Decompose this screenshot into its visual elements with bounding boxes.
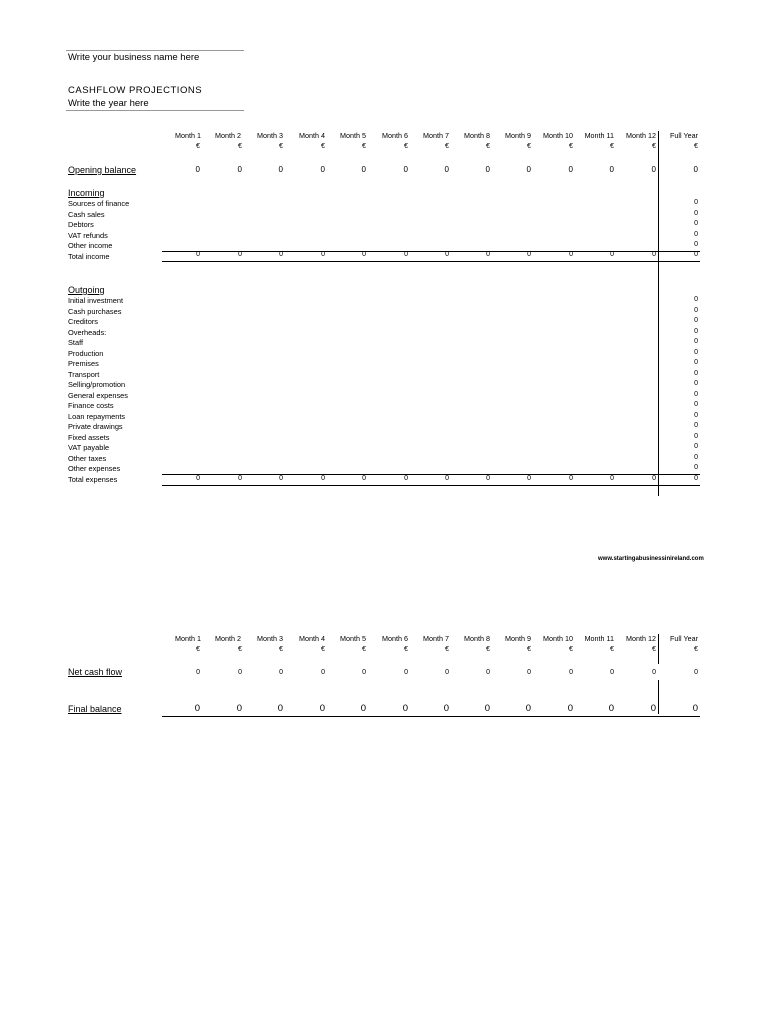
total-expenses-label: Total expenses (68, 475, 118, 484)
final-balance-value-8[interactable]: 0 (484, 703, 490, 714)
total-income-value-12[interactable]: 0 (652, 251, 656, 258)
outgoing-item-label: Overheads: (68, 327, 107, 337)
outgoing-item-label: Other expenses (68, 464, 121, 473)
bottom-currency-11: € (610, 644, 614, 653)
incoming-item-label: Cash sales (68, 209, 105, 219)
business-name-top-rule (66, 50, 244, 51)
total-expenses-value-1[interactable]: 0 (196, 475, 200, 482)
top-currency-1: € (196, 141, 200, 150)
top-col-header-9: Month 9 (505, 131, 531, 140)
final-balance-value-12[interactable]: 0 (650, 703, 656, 714)
bottom-col-header-13: Full Year (670, 634, 698, 643)
final-balance-value-9[interactable]: 0 (525, 703, 531, 714)
net-cash-flow-value-4[interactable]: 0 (321, 669, 325, 676)
top-currency-4: € (321, 141, 325, 150)
outgoing-item-label: Staff (68, 338, 84, 347)
final-balance-value-13[interactable]: 0 (692, 703, 698, 714)
outgoing-item-total[interactable]: 0 (694, 306, 698, 314)
bottom-col-header-4: Month 4 (299, 634, 325, 643)
outgoing-item-label: Other taxes (68, 453, 107, 463)
bottom-currency-1: € (196, 644, 200, 653)
net-cash-flow-value-7[interactable]: 0 (445, 669, 449, 676)
summary-divider-bottom (658, 680, 659, 714)
net-cash-flow-value-10[interactable]: 0 (569, 669, 573, 676)
year-underline (66, 110, 244, 111)
final-balance-value-10[interactable]: 0 (567, 703, 573, 714)
summary-divider-top (658, 634, 659, 664)
bottom-currency-5: € (362, 644, 366, 653)
top-currency-3: € (279, 141, 283, 150)
outgoing-item-total[interactable]: 0 (694, 432, 698, 440)
final-balance-value-4[interactable]: 0 (319, 703, 325, 714)
top-currency-10: € (569, 141, 573, 150)
incoming-heading: Incoming (68, 188, 105, 198)
total-expenses-value-3[interactable]: 0 (279, 475, 283, 482)
top-col-header-2: Month 2 (215, 131, 241, 140)
net-cash-flow-value-13[interactable]: 0 (694, 669, 698, 676)
outgoing-item-total[interactable]: 0 (694, 390, 698, 398)
opening-balance-value-7[interactable]: 0 (444, 165, 449, 174)
opening-balance-value-11[interactable]: 0 (609, 165, 614, 174)
bottom-col-header-9: Month 9 (505, 634, 531, 643)
final-balance-value-3[interactable]: 0 (277, 703, 283, 714)
outgoing-item-label: Initial investment (68, 296, 124, 305)
opening-balance-value-5[interactable]: 0 (361, 165, 366, 174)
net-cash-flow-label: Net cash flow (68, 667, 123, 677)
opening-balance-value-4[interactable]: 0 (320, 165, 325, 174)
final-balance-value-7[interactable]: 0 (443, 703, 449, 714)
outgoing-item-label: Private drawings (68, 422, 123, 431)
total-expenses-value-12[interactable]: 0 (652, 475, 656, 482)
total-expenses-rule-top (162, 474, 700, 475)
top-col-header-12: Month 12 (626, 131, 656, 140)
final-balance-value-5[interactable]: 0 (360, 703, 366, 714)
top-currency-7: € (445, 141, 449, 150)
final-balance-value-1[interactable]: 0 (194, 703, 200, 714)
top-currency-13: € (694, 141, 698, 150)
bottom-currency-4: € (321, 644, 325, 653)
top-col-header-13: Full Year (670, 131, 698, 140)
total-expenses-value-8[interactable]: 0 (486, 475, 490, 482)
outgoing-item-label: Fixed assets (68, 432, 110, 442)
incoming-item-total[interactable]: 0 (694, 241, 698, 249)
outgoing-item-label: Premises (68, 359, 99, 368)
total-income-value-1[interactable]: 0 (196, 251, 200, 258)
outgoing-item-label: Creditors (68, 317, 98, 326)
opening-balance-value-9[interactable]: 0 (526, 165, 531, 174)
outgoing-item-label: Production (68, 348, 104, 358)
opening-balance-value-6[interactable]: 0 (403, 165, 408, 174)
bottom-col-header-7: Month 7 (423, 634, 449, 643)
net-cash-flow-value-1[interactable]: 0 (196, 669, 200, 676)
outgoing-item-total[interactable]: 0 (694, 338, 698, 345)
outgoing-heading: Outgoing (68, 285, 105, 295)
opening-balance-value-3[interactable]: 0 (278, 165, 283, 174)
outgoing-item-total[interactable]: 0 (694, 296, 698, 303)
bottom-currency-12: € (652, 644, 656, 653)
top-currency-12: € (652, 141, 656, 150)
net-cash-flow-value-3[interactable]: 0 (279, 669, 283, 676)
top-currency-9: € (527, 141, 531, 150)
total-expenses-value-6[interactable]: 0 (404, 475, 408, 482)
total-income-value-2[interactable]: 0 (238, 251, 242, 258)
outgoing-item-total[interactable]: 0 (694, 411, 698, 419)
top-col-header-1: Month 1 (175, 131, 201, 140)
outgoing-item-label: Loan repayments (68, 411, 126, 421)
total-expenses-value-10[interactable]: 0 (569, 475, 573, 482)
opening-balance-label: Opening balance (68, 165, 137, 175)
incoming-item-label: Debtors (68, 220, 94, 230)
bottom-col-header-8: Month 8 (464, 634, 490, 643)
total-income-value-11[interactable]: 0 (610, 251, 614, 258)
final-balance-value-6[interactable]: 0 (402, 703, 408, 714)
net-cash-flow-value-9[interactable]: 0 (527, 669, 531, 676)
top-col-header-11: Month 11 (584, 131, 614, 140)
outgoing-item-total[interactable]: 0 (694, 317, 698, 324)
total-income-value-3[interactable]: 0 (279, 251, 283, 258)
total-income-label: Total income (68, 252, 110, 261)
total-expenses-value-4[interactable]: 0 (321, 475, 325, 482)
total-income-value-8[interactable]: 0 (486, 251, 490, 258)
top-col-header-10: Month 10 (543, 131, 573, 140)
bottom-currency-9: € (527, 644, 531, 653)
outgoing-item-total[interactable]: 0 (694, 422, 698, 429)
net-cash-flow-value-5[interactable]: 0 (362, 669, 366, 676)
bottom-col-header-3: Month 3 (257, 634, 283, 643)
opening-balance-value-12[interactable]: 0 (651, 165, 656, 174)
top-col-header-3: Month 3 (257, 131, 283, 140)
bottom-currency-6: € (404, 644, 408, 653)
incoming-item-total[interactable]: 0 (694, 199, 698, 206)
bottom-currency-13: € (694, 644, 698, 653)
outgoing-item-label: General expenses (68, 390, 128, 400)
outgoing-item-label: Transport (68, 369, 100, 379)
bottom-col-header-2: Month 2 (215, 634, 241, 643)
net-cash-flow-value-8[interactable]: 0 (486, 669, 490, 676)
outgoing-item-total[interactable]: 0 (694, 401, 698, 408)
total-expenses-value-9[interactable]: 0 (527, 475, 531, 482)
top-col-header-7: Month 7 (423, 131, 449, 140)
incoming-item-total[interactable]: 0 (694, 230, 698, 238)
incoming-item-label: Other income (68, 241, 113, 251)
outgoing-item-label: VAT payable (68, 443, 110, 452)
top-currency-6: € (404, 141, 408, 150)
bottom-currency-10: € (569, 644, 573, 653)
full-year-divider (658, 131, 659, 496)
outgoing-item-total[interactable]: 0 (694, 443, 698, 450)
total-income-rule-bottom (162, 261, 700, 262)
outgoing-item-label: Selling/promotion (68, 380, 126, 389)
total-expenses-value-7[interactable]: 0 (445, 475, 449, 482)
top-col-header-5: Month 5 (340, 131, 366, 140)
outgoing-item-total[interactable]: 0 (694, 453, 698, 461)
outgoing-item-total[interactable]: 0 (694, 464, 698, 471)
incoming-item-total[interactable]: 0 (694, 209, 698, 217)
document-title: CASHFLOW PROJECTIONS (68, 85, 203, 96)
final-balance-label: Final balance (68, 704, 122, 714)
total-income-value-6[interactable]: 0 (404, 251, 408, 258)
total-income-value-13[interactable]: 0 (694, 251, 698, 258)
total-expenses-value-13[interactable]: 0 (694, 475, 698, 482)
bottom-col-header-1: Month 1 (175, 634, 201, 643)
outgoing-item-total[interactable]: 0 (694, 359, 698, 366)
bottom-currency-3: € (279, 644, 283, 653)
top-currency-8: € (486, 141, 490, 150)
outgoing-item-total[interactable]: 0 (694, 327, 698, 335)
incoming-item-label: Sources of finance (68, 199, 130, 208)
bottom-currency-8: € (486, 644, 490, 653)
net-cash-flow-value-2[interactable]: 0 (238, 669, 242, 676)
total-expenses-value-11[interactable]: 0 (610, 475, 614, 482)
outgoing-item-label: Cash purchases (68, 306, 122, 316)
incoming-item-total[interactable]: 0 (694, 220, 698, 228)
top-currency-2: € (238, 141, 242, 150)
total-income-value-10[interactable]: 0 (569, 251, 573, 258)
top-col-header-6: Month 6 (382, 131, 408, 140)
net-cash-flow-value-6[interactable]: 0 (404, 669, 408, 676)
year-field[interactable]: Write the year here (68, 98, 149, 109)
final-balance-value-11[interactable]: 0 (608, 703, 614, 714)
website-url: www.startingabusinessinireland.com (598, 556, 704, 562)
total-income-value-5[interactable]: 0 (362, 251, 366, 258)
top-col-header-4: Month 4 (299, 131, 325, 140)
opening-balance-value-10[interactable]: 0 (568, 165, 573, 174)
net-cash-flow-value-12[interactable]: 0 (652, 669, 656, 676)
outgoing-item-total[interactable]: 0 (694, 380, 698, 387)
bottom-col-header-5: Month 5 (340, 634, 366, 643)
top-col-header-8: Month 8 (464, 131, 490, 140)
bottom-col-header-11: Month 11 (584, 634, 614, 643)
business-name[interactable]: Write your business name here (68, 52, 200, 63)
total-income-value-7[interactable]: 0 (445, 251, 449, 258)
bottom-currency-7: € (445, 644, 449, 653)
total-expenses-rule-bottom (162, 485, 700, 486)
final-balance-value-2[interactable]: 0 (236, 703, 242, 714)
outgoing-item-total[interactable]: 0 (694, 348, 698, 356)
incoming-item-label: VAT refunds (68, 230, 108, 240)
total-expenses-value-2[interactable]: 0 (238, 475, 242, 482)
bottom-col-header-6: Month 6 (382, 634, 408, 643)
total-income-value-9[interactable]: 0 (527, 251, 531, 258)
net-cash-flow-value-11[interactable]: 0 (610, 669, 614, 676)
opening-balance-value-8[interactable]: 0 (485, 165, 490, 174)
bottom-col-header-10: Month 10 (543, 634, 573, 643)
outgoing-item-total[interactable]: 0 (694, 369, 698, 377)
total-expenses-value-5[interactable]: 0 (362, 475, 366, 482)
outgoing-item-label: Finance costs (68, 401, 114, 410)
bottom-col-header-12: Month 12 (626, 634, 656, 643)
top-currency-11: € (610, 141, 614, 150)
opening-balance-value-1[interactable]: 0 (195, 165, 200, 174)
final-balance-rule (162, 716, 700, 717)
top-currency-5: € (362, 141, 366, 150)
opening-balance-value-2[interactable]: 0 (237, 165, 242, 174)
opening-balance-value-13[interactable]: 0 (693, 165, 698, 174)
bottom-currency-2: € (238, 644, 242, 653)
total-income-rule-top (162, 251, 700, 252)
total-income-value-4[interactable]: 0 (321, 251, 325, 258)
